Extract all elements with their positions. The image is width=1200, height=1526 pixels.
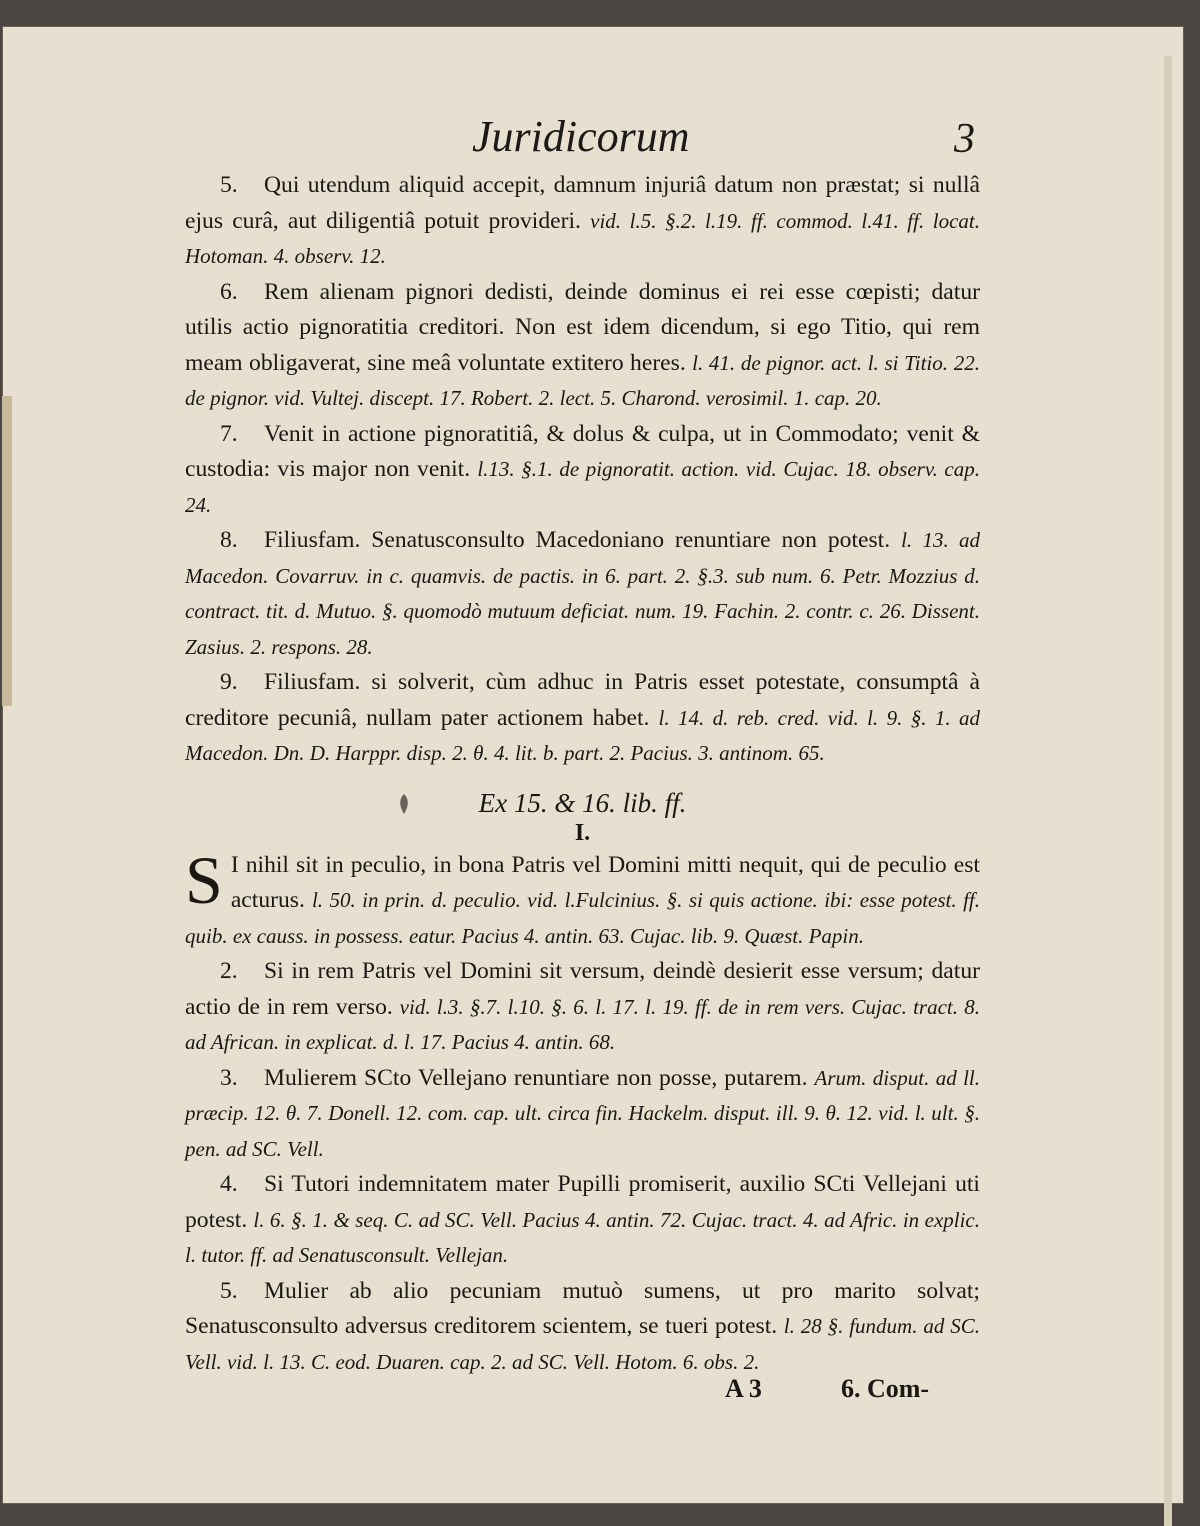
paragraph-number: 9.	[220, 669, 238, 695]
drop-cap: S	[185, 841, 223, 918]
running-title: Juridicorum	[472, 112, 690, 161]
citation: l. 50. in prin. d. peculio. vid. l.Fulcinius. §. si quis actione. ibi: esse potest. ff. quib. ex causs. in possess. eatur. Pacius 4. antin. 63. Cujac. lib. 9. Quæst. Papin.	[185, 888, 980, 948]
paragraph-number: 6.	[220, 278, 238, 305]
paragraph-2	[185, 954, 980, 1061]
paragraph-number: 5.	[220, 1277, 238, 1304]
paragraph-text: Venit in actione pignoratitiâ, & dolus & culpa, ut in Commodato; venit & custodia: vis major non venit.	[185, 420, 980, 482]
paragraph-number: 2.	[220, 958, 238, 984]
section-heading	[185, 788, 980, 818]
paragraph-6	[185, 275, 980, 417]
citation: l.13. §.1. de pignoratit. action. vid. Cujac. 18. observ. cap. 24.	[185, 457, 980, 517]
citation: l. 14. d. reb. cred. vid. l. 9. §. 1. ad Macedon. Dn. D. Harppr. disp. 2. θ. 4. lit. b. part. 2. Pacius. 3. antinom. 65.	[185, 705, 980, 765]
signature-mark: A 3	[725, 1374, 762, 1403]
citation: vid. l.5. §.2. l.19. ff. commod. l.41. ff. locat. Hotoman. 4. observ. 12.	[185, 208, 981, 268]
book-page	[2, 26, 1184, 1504]
page-header	[2, 111, 1184, 171]
paragraph-number: 4.	[220, 1171, 238, 1197]
paragraph-5b	[185, 1274, 980, 1381]
paragraph-text: Si in rem Patris vel Domini sit versum, deindè desierit esse versum; datur actio de in rem verso.	[185, 958, 980, 1020]
paragraph-text: Rem alienam pignori dedisti, deinde dominus ei rei esse cœpisti; datur utilis actio pignoratitia creditori. Non est idem dicendum, si ego Titio, qui rem meam obligaverat, sine meâ voluntate extitero heres.	[185, 278, 980, 376]
paragraph-4	[185, 1167, 980, 1274]
paragraph-number: 3.	[220, 1064, 238, 1091]
page-footer	[185, 1374, 980, 1414]
page-number: 3	[954, 116, 975, 162]
paragraph-text: Mulierem SCto Vellejano renuntiare non posse, putarem.	[264, 1064, 808, 1091]
paragraph-text: Filiusfam. Senatusconsulto Macedoniano renuntiare non potest.	[264, 527, 891, 553]
catchword: 6. Com-	[841, 1374, 930, 1403]
paragraph-text: Filiusfam. si solverit, cùm adhuc in Patris esset potestate, consumptâ à creditore pecuniâ, nullam pater actionem habet.	[185, 669, 980, 731]
citation: l. 13. ad Macedon. Covarruv. in c. quamvis. de pactis. in 6. part. 2. §.3. sub num. 6. Petr. Mozzius d. contract. tit. d. Mutuo. §. quomodò mutuum deficiat. num. 19. Fachin. 2. contr. c. 26. Dissent. Zasius. 2. respons. 28.	[185, 528, 980, 659]
citation: l. 6. §. 1. & seq. C. ad SC. Vell. Pacius 4. antin. 72. Cujac. tract. 4. ad Afric. in explic. l. tutor. ff. ad Senatusconsult. Vellejan.	[185, 1207, 980, 1267]
section-number: I.	[574, 819, 591, 846]
section-heading-text: Ex 15. & 16. lib. ff.	[478, 787, 687, 818]
binding-stain	[2, 396, 12, 706]
citation: l. 41. de pignor. act. l. si Titio. 22. de pignor. vid. Vultej. discept. 17. Robert. 2. lect. 5. Charond. verosimil. 1. cap. 20.	[185, 350, 980, 410]
paragraph-3	[185, 1061, 980, 1168]
paragraph-number: 8.	[220, 527, 238, 553]
ornament-icon	[395, 792, 413, 816]
paragraph-number: 7.	[220, 420, 238, 447]
paragraph-1	[185, 841, 980, 955]
paragraph-text: Mulier ab alio pecuniam mutuò sumens, ut pro marito solvat; Senatusconsulto adversus creditorem scientem, se tueri potest.	[185, 1277, 980, 1339]
page-text	[185, 168, 980, 1380]
paragraph-number: 5.	[220, 172, 238, 198]
paragraph-8	[185, 523, 980, 665]
paragraph-text: Si Tutori indemnitatem mater Pupilli promiserit, auxilio SCti Vellejani uti potest.	[185, 1171, 980, 1233]
paragraph-9	[185, 665, 980, 772]
citation: Arum. disput. ad ll. præcip. 12. θ. 7. Donell. 12. com. cap. ult. circa fin. Hackelm. disput. ill. 9. θ. 12. vid. l. ult. §. pen. ad SC. Vell.	[185, 1065, 980, 1161]
paragraph-5	[185, 168, 980, 275]
page-edge	[1164, 56, 1172, 1526]
paragraph-7	[185, 417, 980, 524]
paragraph-text: Qui utendum aliquid accepit, damnum injuriâ datum non præstat; si nullâ ejus curâ, aut diligentiâ potuit provideri.	[185, 172, 980, 234]
paragraph-text: I nihil sit in peculio, in bona Patris vel Domini mitti nequit, qui de peculio est acturus.	[230, 851, 980, 913]
citation: l. 28 §. fundum. ad SC. Vell. vid. l. 13. C. eod. Duaren. cap. 2. ad SC. Vell. Hotom. 6. obs. 2.	[185, 1314, 980, 1374]
citation: vid. l.3. §.7. l.10. §. 6. l. 17. l. 19. ff. de in rem vers. Cujac. tract. 8. ad African. in explicat. d. l. 17. Pacius 4. antin. 68.	[185, 994, 980, 1054]
